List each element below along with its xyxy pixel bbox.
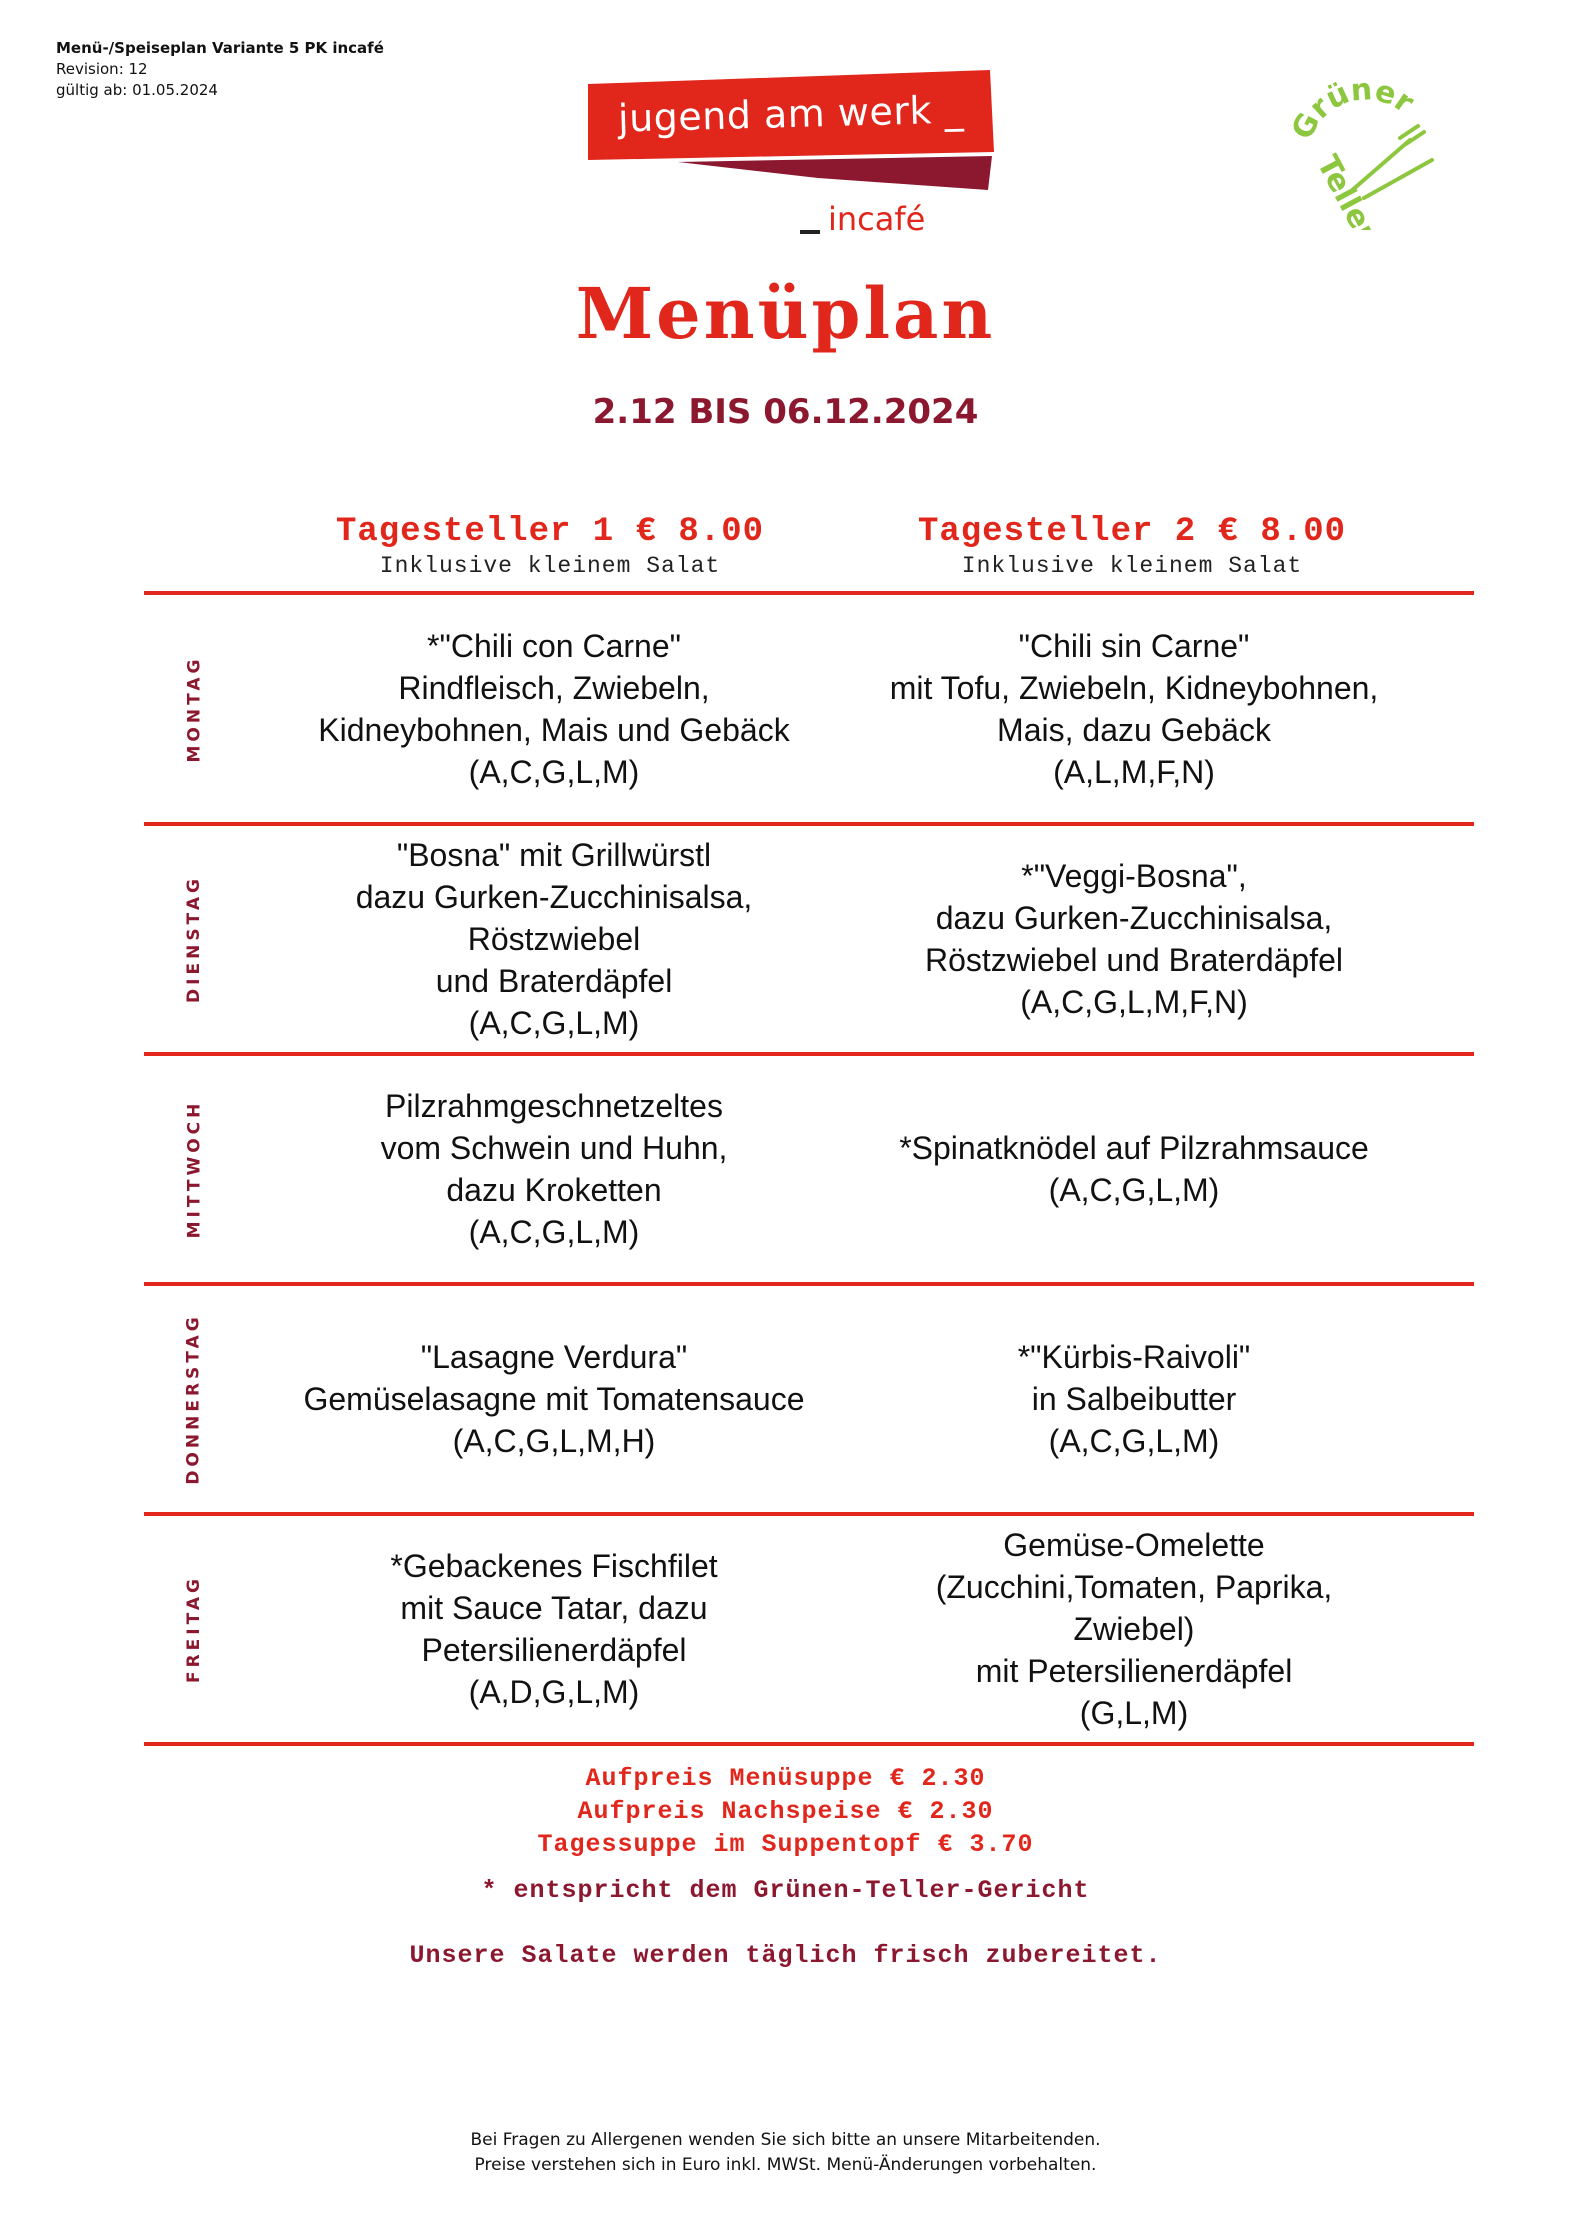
surcharge-soup-pot: Tagessuppe im Suppentopf € 3.70 [537,1830,1034,1859]
column-header-1 [250,513,850,579]
dish-line: und Braterdäpfel [435,963,673,999]
page-title: Menüplan [575,272,996,355]
dish-cell [254,826,854,1052]
dish-cell [834,595,1434,822]
dish-line: *Gebackenes Fischfilet [390,1548,718,1584]
column-subtitle-2: Inklusive kleinem Salat [961,553,1303,579]
dish-line: *"Veggi-Bosna", [1021,858,1247,894]
day-row-wednesday [144,1056,1474,1282]
dish-line: *Spinatknödel auf Pilzrahmsauce [899,1130,1369,1166]
dish-cell [254,1286,854,1512]
logo-sub-text [800,200,925,238]
day-label-text: FREITAG [184,1574,204,1684]
column-title-2: Tagesteller 2 € 8.00 [917,513,1347,551]
dish-line: (A,L,M,F,N) [1053,753,1215,790]
cutlery-icon [1350,126,1432,198]
dish-line: *"Kürbis-Raivoli" [1017,1339,1251,1375]
dish-line: (A,C,G,L,M) [1048,1423,1220,1459]
day-label [174,595,214,822]
day-row-thursday [144,1286,1474,1512]
logo-main-text: jugend am werk _ [617,87,965,141]
dish-line: dazu Gurken-Zucchinisalsa, [355,879,753,915]
day-label [174,826,214,1052]
day-row-tuesday [144,826,1474,1052]
dish-line: Rindfleisch, Zwiebeln, [398,669,710,706]
dish-line: vom Schwein und Huhn, [380,1130,728,1166]
dish-cell [254,595,854,822]
dish-line: (A,C,G,L,M) [468,753,640,790]
meta-plan-name: Menü-/Speiseplan Variante 5 PK incafé [56,39,384,57]
day-label [174,1516,214,1742]
day-row-monday [144,595,1474,822]
dish-cell [834,1286,1434,1512]
dish-cell [254,1056,854,1282]
day-label [174,1286,214,1512]
gruener-teller-stamp [1280,80,1450,230]
dish-cell [254,1516,854,1742]
dish-line: mit Tofu, Zwiebeln, Kidneybohnen, [889,669,1379,706]
date-range: 2.12 BIS 06.12.2024 [592,392,979,432]
stamp-text-bottom: Teller [1309,149,1384,230]
surcharge-dessert: Aufpreis Nachspeise € 2.30 [577,1797,994,1826]
salad-note: Unsere Salate werden täglich frisch zubereitet. [409,1941,1162,1970]
jugend-am-werk-logo [588,70,998,270]
day-label-text: DONNERSTAG [184,1313,205,1485]
dish-line: (A,C,G,L,M,F,N) [1020,984,1248,1020]
dish-line: (A,D,G,L,M) [468,1674,640,1710]
dish-line: mit Petersilienerdäpfel [975,1653,1293,1689]
dish-line: (Zucchini,Tomaten, Paprika, [935,1569,1333,1605]
day-label-text: DIENSTAG [184,875,205,1003]
dish-line: (A,C,G,L,M) [468,1214,640,1250]
column-header-2 [832,513,1432,579]
dish-line: Zwiebel) [1073,1611,1195,1647]
logo-dash [800,230,820,234]
day-label-text: MITTWOCH [184,1099,205,1239]
footer [0,2128,1571,2178]
day-row-friday [144,1516,1474,1742]
surcharges [0,1762,1571,1861]
column-title-1: Tagesteller 1 € 8.00 [335,513,765,551]
dish-line: "Chili sin Carne" [1018,627,1250,664]
dish-line: (A,C,G,L,M) [468,1005,640,1041]
dish-line: Pilzrahmgeschnetzeltes [385,1088,723,1124]
meta-valid-from: gültig ab: 01.05.2024 [56,81,218,99]
dish-line: "Bosna" mit Grillwürstl [396,837,712,873]
dish-line: Röstzwiebel [467,921,641,957]
dish-line: Gemüse-Omelette [1003,1527,1265,1563]
divider-line [144,1742,1474,1746]
dish-line: Mais, dazu Gebäck [997,711,1271,748]
dish-line: mit Sauce Tatar, dazu [400,1590,708,1626]
dish-line: dazu Gurken-Zucchinisalsa, [935,900,1333,936]
dish-line: (G,L,M) [1079,1695,1189,1731]
dish-line: Gemüselasagne mit Tomatensauce [303,1381,805,1417]
gruener-teller-note: * entspricht dem Grünen-Teller-Gericht [481,1876,1090,1905]
meta-revision: Revision: 12 [56,60,148,78]
dish-line: (A,C,G,L,M,H) [452,1423,656,1459]
column-subtitle-1: Inklusive kleinem Salat [379,553,721,579]
dish-line: (A,C,G,L,M) [1048,1172,1220,1208]
stamp-text-top: Grüner [1284,80,1421,146]
dish-line: Röstzwiebel und Braterdäpfel [924,942,1343,978]
dish-cell [834,1056,1434,1282]
dish-line: Petersilienerdäpfel [421,1632,687,1668]
dish-line: dazu Kroketten [446,1172,662,1208]
dish-cell [834,826,1434,1052]
dish-cell [834,1516,1434,1742]
day-label-text: MONTAG [184,655,205,762]
dish-line: Kidneybohnen, Mais und Gebäck [318,711,790,748]
dish-line: *"Chili con Carne" [427,627,681,664]
dish-line: in Salbeibutter [1031,1381,1237,1417]
document-meta [56,38,384,101]
footer-price-note: Preise verstehen sich in Euro inkl. MWSt. Menü-Änderungen vorbehalten. [474,2155,1097,2175]
surcharge-soup: Aufpreis Menüsuppe € 2.30 [585,1764,986,1793]
dish-line: "Lasagne Verdura" [420,1339,688,1375]
footer-allergen-note: Bei Fragen zu Allergenen wenden Sie sich bitte an unsere Mitarbeitenden. [470,2130,1101,2150]
logo-sub-label: incafé [828,200,926,238]
day-label [174,1056,214,1282]
